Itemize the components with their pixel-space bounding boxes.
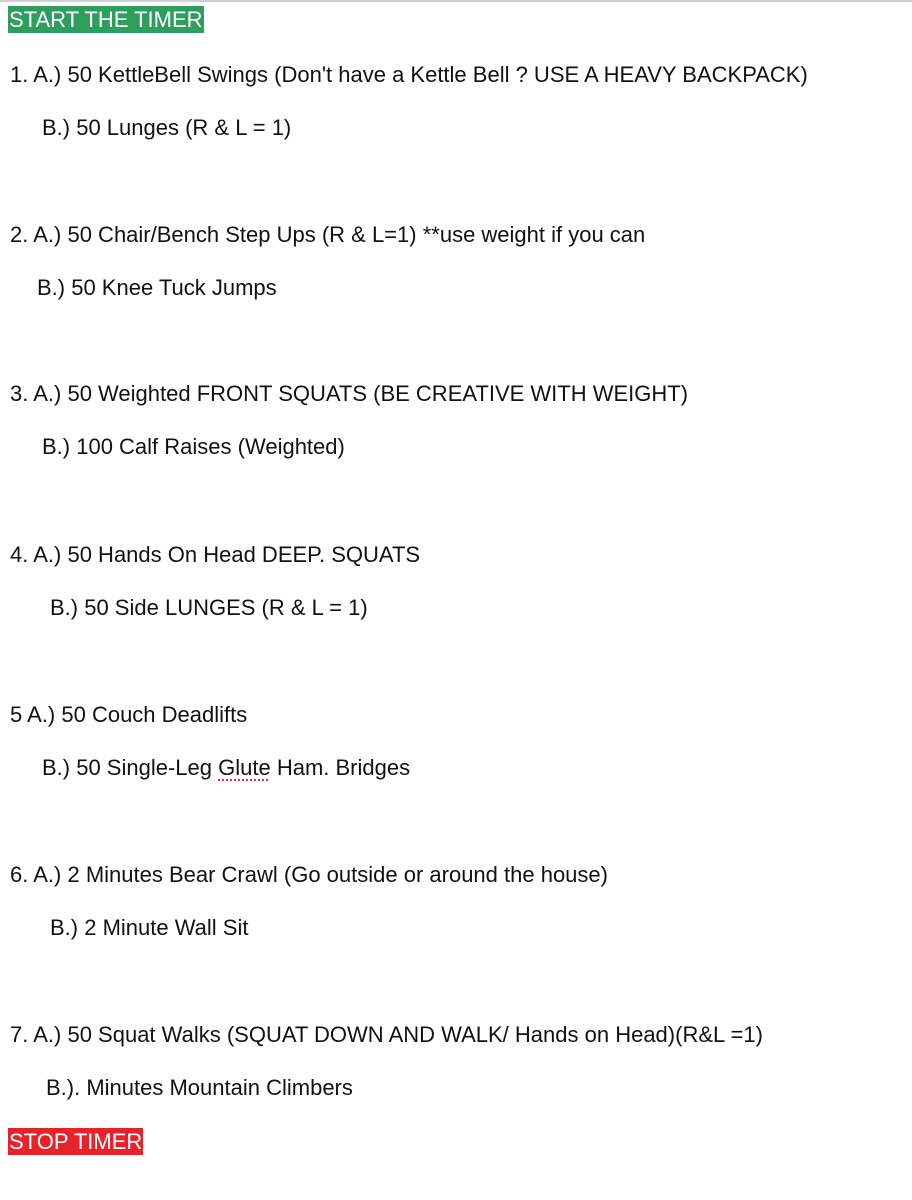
exercise-7-a: 7. A.) 50 Squat Walks (SQUAT DOWN AND WALK/ Hands on Head)(R&L =1) (10, 1022, 763, 1047)
exercise-7-b: B.). Minutes Mountain Climbers (46, 1075, 353, 1100)
exercise-1-b: B.) 50 Lunges (R & L = 1) (42, 115, 292, 140)
exercise-5-a: 5 A.) 50 Couch Deadlifts (10, 702, 248, 727)
exercise-2-b: B.) 50 Knee Tuck Jumps (37, 275, 277, 300)
exercise-1-a: 1. A.) 50 KettleBell Swings (Don't have a Kettle Bell ? USE A HEAVY BACKPACK) (10, 62, 808, 87)
exercise-5-b (42, 754, 410, 782)
exercise-4-b: B.) 50 Side LUNGES (R & L = 1) (50, 595, 368, 620)
stop-timer-label: STOP TIMER (9, 1129, 143, 1154)
spellcheck-word: Glute (218, 755, 271, 780)
exercise-6-b: B.) 2 Minute Wall Sit (50, 915, 249, 940)
top-border (0, 0, 912, 2)
exercise-6-a: 6. A.) 2 Minutes Bear Crawl (Go outside or around the house) (10, 862, 608, 887)
exercise-3-a: 3. A.) 50 Weighted FRONT SQUATS (BE CREATIVE WITH WEIGHT) (10, 381, 689, 406)
exercise-2-a: 2. A.) 50 Chair/Bench Step Ups (R & L=1) **use weight if you can (10, 222, 646, 247)
start-timer-label: START THE TIMER (9, 7, 203, 32)
exercise-4-a: 4. A.) 50 Hands On Head DEEP. SQUATS (10, 542, 421, 567)
exercise-5-b-pre: B.) 50 Single-Leg (42, 755, 219, 780)
exercise-3-b: B.) 100 Calf Raises (Weighted) (42, 434, 345, 459)
exercise-5-b-post: Ham. Bridges (270, 755, 411, 780)
